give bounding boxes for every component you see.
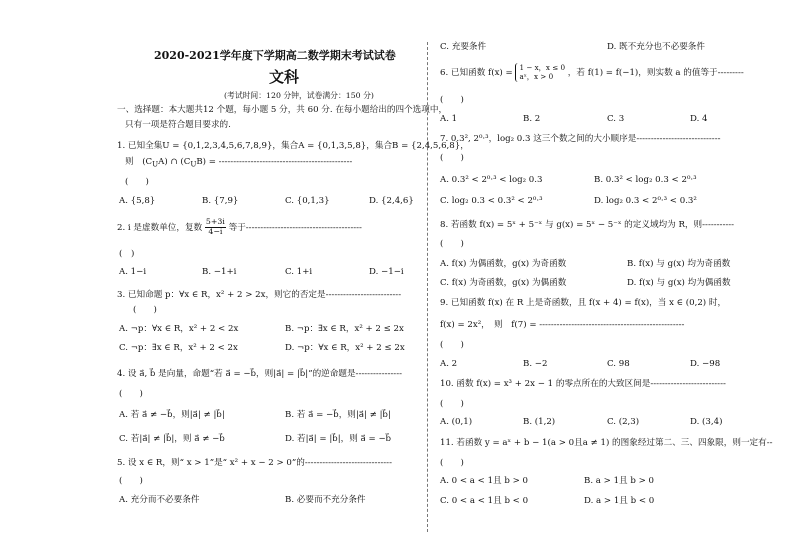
question-2-text bbox=[117, 218, 362, 237]
exam-title: 2020-2021学年度下学期高二数学期末考试试卷 bbox=[154, 49, 396, 62]
option-c: C. 98 bbox=[607, 359, 630, 369]
question-1-formula bbox=[125, 158, 352, 168]
answer-paren: ( ) bbox=[125, 177, 149, 187]
question-1-text: 1. 已知全集U = {0,1,2,3,4,5,6,7,8,9}，集合A = {0,1,3,5,8}，集合B = {2,4,5,6,8}， bbox=[117, 141, 469, 151]
option-a: A. (0,1) bbox=[440, 417, 473, 427]
option-c: C. {0,1,3} bbox=[285, 196, 330, 206]
option-a: A. 0 < a < 1且 b > 0 bbox=[440, 476, 529, 486]
answer-paren: ( ) bbox=[119, 389, 143, 399]
option-d: D. 既不充分也不必要条件 bbox=[607, 42, 705, 52]
option-b: B. (1,2) bbox=[523, 417, 556, 427]
option-b: B. 2 bbox=[523, 114, 541, 124]
option-a: A. 1−i bbox=[119, 267, 147, 277]
question-7-text: 7. 0.3², 2⁰·³，log₂ 0.3 这三个数之间的大小顺序是----------------------------- bbox=[440, 134, 721, 144]
column-divider bbox=[427, 42, 428, 532]
option-c: C. 充要条件 bbox=[440, 42, 487, 52]
formula-part: B) = ---------------------------------------------- bbox=[196, 157, 353, 167]
option-c: C. 0 < a < 1且 b < 0 bbox=[440, 496, 529, 506]
formula-sub: U bbox=[190, 159, 197, 169]
option-d: D. (3,4) bbox=[690, 417, 723, 427]
question-9-formula: f(x) = 2x²， 则 f(7) = -------------------------------------------------- bbox=[440, 320, 685, 330]
question-10-text: 10. 函数 f(x) = x³ + 2x − 1 的零点所在的大致区间是-------------------------- bbox=[440, 379, 726, 389]
piecewise-case-1: 1 − x，x ≤ 0 bbox=[519, 63, 566, 72]
formula-part: 则 (C bbox=[125, 157, 153, 167]
section-heading-line2: 只有一项是符合题目要求的. bbox=[125, 120, 231, 130]
option-d: D. log₂ 0.3 < 2⁰·³ < 0.3² bbox=[594, 196, 697, 206]
option-b: B. −2 bbox=[523, 359, 548, 369]
option-b: B. ¬p：∃x ∈ R，x² + 2 ≤ 2x bbox=[285, 324, 404, 334]
option-d: D. a > 1且 b < 0 bbox=[584, 496, 655, 506]
option-d: D. f(x) 与 g(x) 均为偶函数 bbox=[627, 278, 731, 288]
complex-fraction bbox=[205, 218, 226, 237]
answer-paren: ( ) bbox=[119, 249, 135, 259]
option-a: A. 若 a⃗ ≠ −b⃗，则|a⃗| ≠ |b⃗| bbox=[119, 410, 225, 420]
option-a: A. 2 bbox=[440, 359, 458, 369]
option-a: A. {5,8} bbox=[119, 196, 156, 206]
question-9-text: 9. 已知函数 f(x) 在 R 上是奇函数，且 f(x + 4) = f(x)，当 x ∈ (0,2) 时， bbox=[440, 298, 727, 308]
option-c: C. 3 bbox=[607, 114, 625, 124]
option-a: A. 充分而不必要条件 bbox=[119, 495, 200, 505]
exam-info: (考试时间：120 分钟，试卷满分：150 分) bbox=[224, 91, 374, 100]
question-2-suffix: 等于---------------------------------------- bbox=[228, 222, 362, 233]
option-c: C. ¬p：∃x ∈ R，x² + 2 < 2x bbox=[119, 343, 238, 353]
option-b: B. a > 1且 b > 0 bbox=[584, 476, 654, 486]
option-b: B. f(x) 与 g(x) 均为奇函数 bbox=[627, 259, 731, 269]
option-a: A. 0.3² < 2⁰·³ < log₂ 0.3 bbox=[440, 175, 543, 185]
option-a: A. ¬p：∀x ∈ R，x² + 2 < 2x bbox=[119, 324, 239, 334]
answer-paren: ( ) bbox=[440, 95, 464, 105]
piecewise-case-2: aˣ，x > 0 bbox=[519, 72, 554, 82]
option-b: B. {7,9} bbox=[202, 196, 239, 206]
section-heading: 一、选择题：本大题共12 个题，每小题 5 分，共 60 分. 在每小题给出的四个选项中， bbox=[117, 105, 448, 115]
answer-paren: ( ) bbox=[440, 340, 464, 350]
formula-part: A) ∩ (C bbox=[158, 157, 191, 167]
answer-paren: ( ) bbox=[440, 458, 464, 468]
question-5-text: 5. 设 x ∈ R，则“ x > 1”是“ x² + x − 2 > 0”的------------------------------ bbox=[117, 458, 392, 468]
option-c: C. 若|a⃗| ≠ |b⃗|，则 a⃗ ≠ −b⃗ bbox=[119, 434, 225, 444]
answer-paren: ( ) bbox=[119, 476, 143, 486]
subject-title: 文科 bbox=[269, 68, 300, 86]
option-b: B. 若 a⃗ = −b⃗，则|a⃗| ≠ |b⃗| bbox=[285, 410, 391, 420]
option-a: A. f(x) 为偶函数，g(x) 为奇函数 bbox=[440, 259, 567, 269]
option-d: D. −1−i bbox=[369, 267, 404, 277]
option-c: C. (2,3) bbox=[607, 417, 640, 427]
option-d: D. 若|a⃗| = |b⃗|，则 a⃗ = −b⃗ bbox=[285, 434, 392, 444]
fraction-denominator: 4−i bbox=[208, 226, 223, 236]
option-b: B. 必要而不充分条件 bbox=[285, 495, 366, 505]
option-b: B. −1+i bbox=[202, 267, 237, 277]
option-d: D. ¬p：∀x ∈ R，x² + 2 ≤ 2x bbox=[285, 343, 405, 353]
answer-paren: ( ) bbox=[133, 305, 157, 315]
question-6-suffix: ，若 f(1) = f(−1)，则实数 a 的值等于--------- bbox=[567, 67, 744, 78]
option-a: A. 1 bbox=[440, 114, 458, 124]
piecewise-brace bbox=[515, 63, 565, 82]
question-3-text: 3. 已知命题 p：∀x ∈ R，x² + 2 > 2x，则它的否定是-------------------------- bbox=[117, 290, 402, 300]
answer-paren: ( ) bbox=[440, 399, 464, 409]
option-d: D. −98 bbox=[690, 359, 721, 369]
option-c: C. log₂ 0.3 < 0.3² < 2⁰·³ bbox=[440, 196, 543, 206]
option-c: C. 1+i bbox=[285, 267, 313, 277]
question-2-prefix: 2. i 是虚数单位，复数 bbox=[117, 222, 203, 233]
answer-paren: ( ) bbox=[440, 239, 464, 249]
question-6-text bbox=[440, 63, 744, 82]
question-4-text: 4. 设 a⃗, b⃗ 是向量，命题“若 a⃗ = −b⃗，则|a⃗| = |b⃗|”的逆命题是---------------- bbox=[117, 369, 403, 379]
question-6-prefix: 6. 已知函数 f(x) = bbox=[440, 67, 513, 78]
option-d: D. {2,4,6} bbox=[369, 196, 414, 206]
question-11-text: 11. 若函数 y = aˣ + b − 1(a > 0且a ≠ 1) 的图象经过第二、三、四象限，则一定有-- bbox=[440, 438, 773, 448]
option-d: D. 4 bbox=[690, 114, 708, 124]
formula-sub: U bbox=[152, 159, 159, 169]
question-8-text: 8. 若函数 f(x) = 5ˣ + 5⁻ˣ 与 g(x) = 5ˣ − 5⁻ˣ 的定义域均为 R，则----------- bbox=[440, 220, 735, 230]
option-c: C. f(x) 为奇函数，g(x) 为偶函数 bbox=[440, 278, 567, 288]
answer-paren: ( ) bbox=[440, 153, 464, 163]
option-b: B. 0.3² < log₂ 0.3 < 2⁰·³ bbox=[594, 175, 697, 185]
fraction-numerator: 5+3i bbox=[205, 217, 225, 226]
